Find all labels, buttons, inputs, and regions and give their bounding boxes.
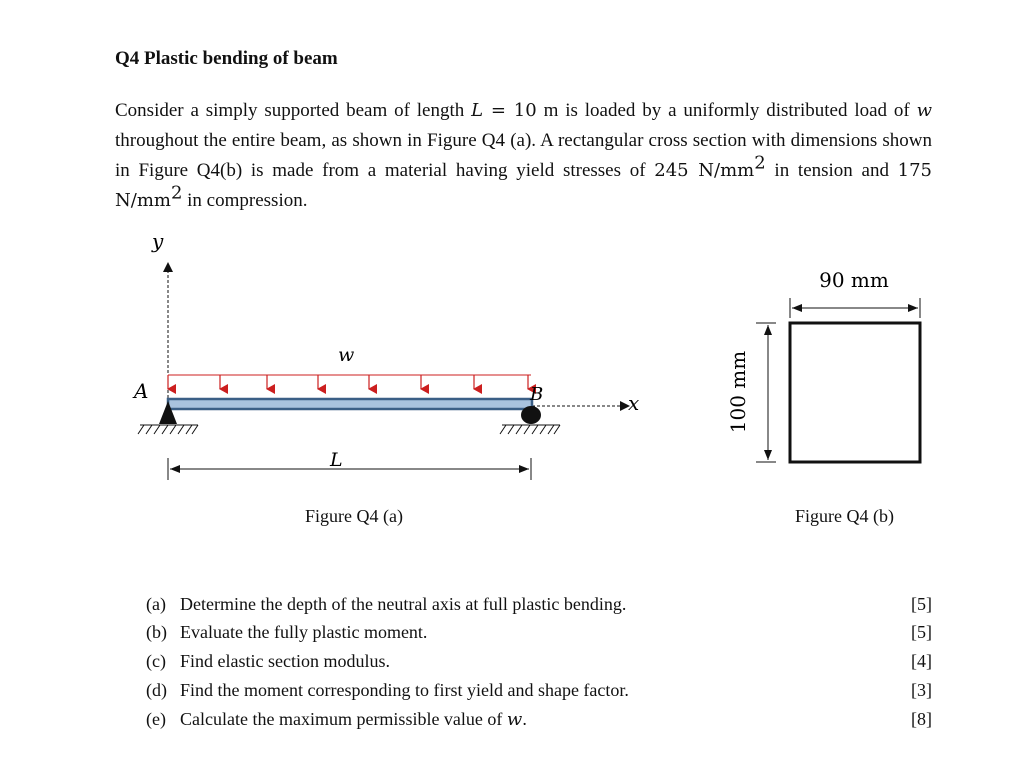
question-text: Find elastic section modulus. (180, 651, 390, 671)
length-unit: m (536, 100, 559, 121)
text-segment: throughout the entire beam, as shown in Figure Q4 (a). A rectangular cross section with dimensions shown in Figure Q4(b) is made from a material having yield stresses of (115, 130, 932, 181)
question-text: Calculate the maximum permissible value of (180, 709, 507, 729)
compression-stress: 175 N/mm (115, 160, 933, 211)
question-label: (a) (146, 594, 166, 614)
load-symbol: w (506, 709, 523, 730)
ground-hatch-icon (500, 425, 560, 434)
question-marks: [5] (911, 594, 932, 614)
length-symbol: L (471, 100, 484, 121)
dimension-arrowhead-icon (908, 304, 918, 312)
tension-stress: 245 N/mm (654, 160, 755, 181)
width-label: 90 mm (819, 268, 889, 292)
dimension-arrowhead-icon (764, 325, 772, 335)
support-b-label: B (530, 384, 544, 405)
length-label: L (330, 449, 343, 471)
question-item (146, 590, 932, 618)
question-label: (c) (146, 651, 166, 671)
question-text: Determine the depth of the neutral axis at full plastic bending. (180, 594, 627, 614)
length-equals: = 10 (483, 100, 537, 121)
dimension-arrowhead-icon (519, 465, 529, 473)
question-marks: [4] (911, 651, 932, 671)
beam (168, 399, 532, 409)
dimension-arrowhead-icon (764, 450, 772, 460)
question-heading: Q4 Plastic bending of beam (115, 48, 338, 69)
load-label: w (338, 344, 355, 366)
load-symbol: w (916, 100, 932, 121)
figure-a-caption: Figure Q4 (a) (305, 506, 403, 526)
text-segment: in tension and (765, 160, 898, 181)
text-segment: is loaded by a uniformly distributed load of (558, 100, 917, 121)
question-label: (e) (146, 709, 166, 729)
question-marks: [8] (911, 709, 932, 729)
figure-q4b (726, 268, 920, 462)
question-text: Evaluate the fully plastic moment. (180, 622, 428, 642)
text-segment: in compression. (182, 190, 308, 211)
figure-b-caption: Figure Q4 (b) (795, 506, 894, 526)
question-item (146, 618, 932, 646)
distributed-load (168, 375, 531, 389)
compression-stress-exponent: 2 (170, 182, 183, 204)
support-a-label: A (134, 379, 149, 403)
dimension-arrowhead-icon (792, 304, 802, 312)
y-axis-arrowhead-icon (163, 262, 173, 272)
ground-hatch-icon (138, 425, 198, 434)
text-segment: Consider a simply supported beam of length (115, 100, 472, 121)
question-text-end: . (522, 709, 527, 729)
height-label: 100 mm (726, 350, 750, 434)
question-marks: [5] (911, 622, 932, 642)
question-item (146, 647, 932, 675)
tension-stress-exponent: 2 (754, 152, 766, 174)
question-marks: [3] (911, 680, 932, 700)
x-axis-label: x (628, 391, 640, 415)
figure-q4a (132, 229, 639, 480)
question-label: (d) (146, 680, 167, 700)
cross-section-rectangle (790, 323, 920, 462)
y-axis-label: y (152, 229, 164, 253)
question-item (146, 705, 932, 733)
question-text: Find the moment corresponding to first yield and shape factor. (180, 680, 629, 700)
dimension-arrowhead-icon (170, 465, 180, 473)
roller-support-icon (521, 406, 541, 424)
question-label: (b) (146, 622, 167, 642)
question-item (146, 676, 932, 704)
